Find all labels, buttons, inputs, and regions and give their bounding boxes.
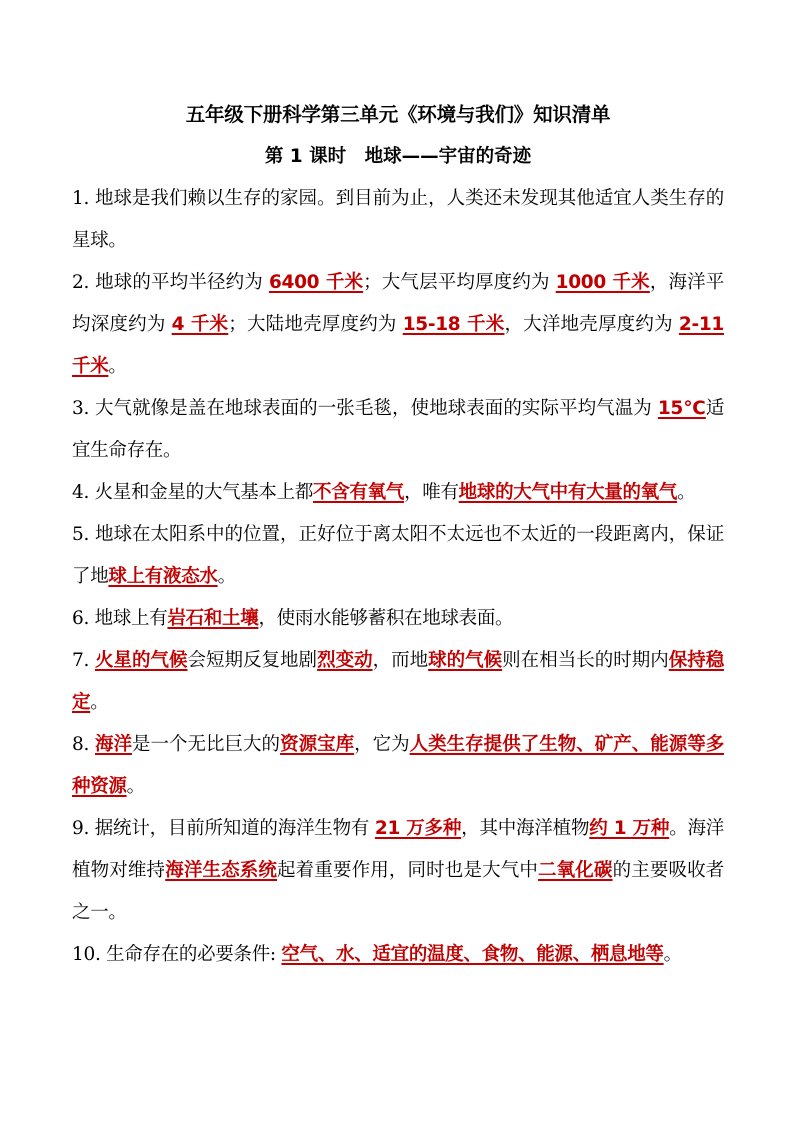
highlighted-answer: 6400 千米: [268, 272, 364, 293]
item-text: 。: [126, 776, 145, 797]
knowledge-item: [72, 724, 724, 808]
highlighted-answer: 球上有液态水: [108, 566, 218, 587]
item-text: 起着重要作用，同时也是大气中: [277, 860, 539, 881]
highlighted-answer: 烈变动: [317, 650, 373, 671]
knowledge-item: [72, 388, 724, 472]
item-text: ，它为: [354, 734, 410, 755]
item-text: 。海洋植物对维持: [72, 818, 724, 881]
knowledge-item: [72, 262, 724, 388]
item-text: 的主要吸收者之一。: [72, 860, 724, 923]
knowledge-list: [72, 178, 724, 976]
item-text: ，其中海洋植物: [461, 818, 590, 839]
highlighted-answer: 不含有氧气: [313, 482, 405, 503]
highlighted-answer: 4 千米: [171, 314, 229, 335]
knowledge-item: [72, 472, 724, 514]
highlighted-answer: 人类生存提供了生物、矿产、能源等多种资源: [72, 734, 724, 797]
item-text: ，唯有: [404, 482, 459, 503]
knowledge-item: [72, 178, 724, 262]
highlighted-answer: 15℃: [657, 398, 706, 419]
knowledge-item: [72, 514, 724, 598]
item-text: ；大陆地壳厚度约为: [228, 314, 403, 335]
item-text: 3. 大气就像是盖在地球表面的一张毛毯，使地球表面的实际平均气温为: [72, 398, 658, 419]
item-text: ，而地: [372, 650, 429, 671]
item-text: ，海洋平均深度约为: [72, 272, 724, 335]
highlighted-answer: 空气、水、适宜的温度、食物、能源、栖息地等: [281, 944, 664, 965]
item-text: 9. 据统计，目前所知道的海洋生物有: [72, 818, 375, 839]
highlighted-answer: 15-18 千米: [402, 314, 505, 335]
item-text: 。: [677, 482, 696, 503]
item-text: 。: [217, 566, 236, 587]
knowledge-item: [72, 598, 724, 640]
item-text: 2. 地球的平均半径约为: [72, 272, 269, 293]
item-text: 5. 地球在太阳系中的位置，正好位于离太阳不太远也不太近的一段距离内，保证了地: [72, 524, 724, 587]
highlighted-answer: 球的气候: [428, 650, 503, 671]
item-text: 。: [90, 692, 109, 713]
knowledge-item: [72, 808, 724, 934]
document-title: 五年级下册科学第三单元《环境与我们》知识清单: [185, 103, 611, 126]
item-text: 会短期反复地剧: [187, 650, 318, 671]
highlighted-answer: 火星的气候: [94, 650, 188, 671]
item-text: ，大洋地壳厚度约为: [504, 314, 679, 335]
item-text: 6. 地球上有: [72, 608, 168, 629]
item-text: ，使雨水能够蓄积在地球表面。: [258, 608, 514, 629]
item-text: 适宜生命存在。: [72, 398, 725, 461]
item-text: 4. 火星和金星的大气基本上都: [72, 482, 314, 503]
highlighted-answer: 二氧化碳: [538, 860, 613, 881]
item-text: 1. 地球是我们赖以生存的家园。到目前为止，人类还未发现其他适宜人类生存的星球。: [72, 188, 724, 251]
lesson-subtitle: 第 1 课时 地球——宇宙的奇迹: [264, 146, 532, 167]
highlighted-answer: 2-11 千米: [72, 314, 724, 377]
highlighted-answer: 资源宝库: [280, 734, 355, 755]
item-text: 。: [108, 356, 127, 377]
knowledge-item: [72, 640, 724, 724]
highlighted-answer: 21 万多种: [374, 818, 462, 839]
knowledge-item: [72, 934, 724, 976]
highlighted-answer: 约 1 万种: [589, 818, 670, 839]
item-text: 。: [663, 944, 682, 965]
item-text: ；大气层平均厚度约为: [363, 272, 556, 293]
highlighted-answer: 地球的大气中有大量的氧气: [458, 482, 678, 503]
item-text: 10. 生命存在的必要条件:: [72, 944, 282, 965]
item-text: 8.: [72, 734, 95, 755]
highlighted-answer: 海洋: [94, 734, 132, 755]
item-text: 是一个无比巨大的: [131, 734, 281, 755]
highlighted-answer: 海洋生态系统: [165, 860, 278, 881]
highlighted-answer: 岩石和土壤: [167, 608, 259, 629]
highlighted-answer: 1000 千米: [555, 272, 650, 293]
item-text: 7.: [72, 650, 95, 671]
highlighted-answer: 保持稳定: [72, 650, 724, 713]
item-text: 则在相当长的时期内: [502, 650, 669, 671]
